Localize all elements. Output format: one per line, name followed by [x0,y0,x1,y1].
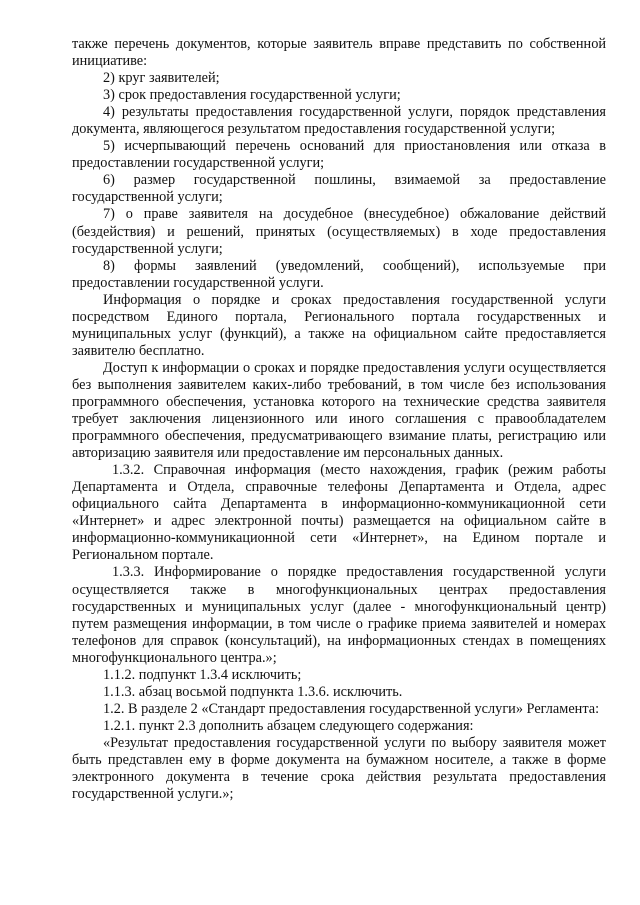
document-page [72,36,606,803]
paragraph-info-free: Информация о порядке и сроках предоставления государственной услуги посредством Единого портала, Регионального портала государственных и муниципальных услуг (функций), а также на официальном сайте предоставляется заявителю бесплатно. [72,291,606,359]
list-item-2: 2) круг заявителей; [103,70,220,87]
clause-1-1-2: 1.1.2. подпункт 1.3.4 исключить; [103,666,302,683]
paragraph-access: Доступ к информации о сроках и порядке предоставления услуги осуществляется без выполнения заявителем каких-либо требований, в том числе без использования программного обеспечения, установка которого на технические средства заявителя требует заключения лицензионного или иного соглашения с правообладателем программного обеспечения, предусматривающего взимание платы, регистрацию или авторизацию заявителя или предоставление им персональных данных. [72,359,606,462]
clause-1-1-3: 1.1.3. абзац восьмой подпункта 1.3.6. исключить. [103,683,403,700]
clause-1-3-2: 1.3.2. Справочная информация (место нахождения, график (режим работы Департамента и Отдела, справочные телефоны Департамента и Отдела, адрес официального сайта Департамента в информационно-коммуникационной сети «Интернет» и адрес электронной почты) размещается на официальном сайте в информационно-коммуникационной сети «Интернет», на Едином портале и Региональном портале. [72,462,606,564]
clause-1-3-3: 1.3.3. Информирование о порядке предоставления государственной услуги осуществляется также в многофункциональных центрах предоставления государственных и муниципальных услуг (далее - многофункциональный центр) путем размещения информации, в том числе о графике приема заявителей и номерах телефонов для справок (консультаций), на информационных стендах в помещениях многофункционального центра.»; [72,564,606,666]
clause-1-2-1: 1.2.1. пункт 2.3 дополнить абзацем следующего содержания: [103,717,474,734]
list-item-3: 3) срок предоставления государственной услуги; [103,87,401,104]
list-item-7: 7) о праве заявителя на досудебное (внесудебное) обжалование действий (бездействия) и решений, принятых (осуществляемых) в ходе предоставления государственной услуги; [72,206,606,257]
list-item-4: 4) результаты предоставления государственной услуги, порядок представления документа, являющегося результатом предоставления государственной услуги; [72,104,606,138]
list-item-5: 5) исчерпывающий перечень оснований для приостановления или отказа в предоставлении государственной услуги; [72,138,606,172]
list-item-6: 6) размер государственной пошлины, взимаемой за предоставление государственной услуги; [72,172,606,206]
clause-1-2: 1.2. В разделе 2 «Стандарт предоставления государственной услуги» Регламента: [103,700,600,717]
quoted-addition: «Результат предоставления государственной услуги по выбору заявителя может быть представлен ему в форме документа на бумажном носителе, а также в форме электронного документа в течение срока действия результата предоставления государственной услуги.»; [72,734,606,803]
list-item-8: 8) формы заявлений (уведомлений, сообщений), используемые при предоставлении государственной услуги. [72,257,606,291]
paragraph-continuation: также перечень документов, которые заявитель вправе представить по собственной инициативе: [72,36,606,70]
